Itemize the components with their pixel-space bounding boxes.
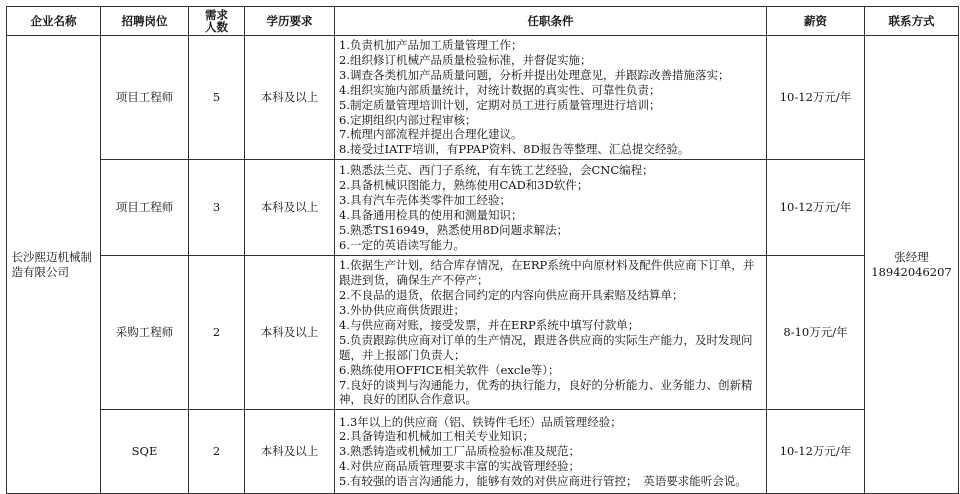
table-row <box>7 256 959 410</box>
requirement-item: 8.接受过IATF培训，有PPAP资料、8D报告等整理、汇总提交经验。 <box>339 142 690 157</box>
requirement-item: 6.一定的英语读写能力。 <box>339 237 465 252</box>
count: 5 <box>189 36 245 160</box>
salary: 10-12万元/年 <box>767 410 865 494</box>
requirement-item: 3.熟悉铸造或机械加工厂品质检验标准及规范； <box>339 444 580 459</box>
table-row <box>7 36 959 160</box>
header-count: 需求人数 <box>189 7 245 36</box>
count: 3 <box>189 160 245 256</box>
requirement-item: 5.负责跟踪供应商对订单的生产情况，跟进各供应商的实际生产能力，及时发现问题，并上报部门负责人； <box>339 332 753 362</box>
position: 采购工程师 <box>101 256 189 410</box>
salary: 8-10万元/年 <box>767 256 865 410</box>
education: 本科及以上 <box>245 256 335 410</box>
requirements <box>335 410 767 494</box>
requirement-item: 4.对供应商品质管理要求丰富的实战管理经验； <box>339 459 580 474</box>
contact-phone: 18942046207 <box>871 264 952 279</box>
requirement-item: 1.3年以上的供应商（铝、铁铸件毛坯）品质管理经验； <box>339 414 622 429</box>
education: 本科及以上 <box>245 160 335 256</box>
requirements <box>335 36 767 160</box>
table-row <box>7 160 959 256</box>
requirement-item: 7.良好的谈判与沟通能力，优秀的执行能力，良好的分析能力、业务能力、创新精神，良好的团队合作意识。 <box>339 377 753 407</box>
header-contact: 联系方式 <box>865 7 959 36</box>
requirement-item: 1.熟悉法兰克、西门子系统，有车铣工艺经验，会CNC编程； <box>339 163 654 178</box>
requirement-item: 3.外协供应商供货跟进； <box>339 302 465 317</box>
header-row <box>7 7 959 36</box>
requirement-item: 5.制定质量管理培训计划，定期对员工进行质量管理进行培训； <box>339 97 661 112</box>
position: SQE <box>101 410 189 494</box>
requirement-item: 5.熟悉TS16949，熟悉使用8D问题求解法； <box>339 222 569 237</box>
header-salary: 薪资 <box>767 7 865 36</box>
header-company: 企业名称 <box>7 7 101 36</box>
header-education: 学历要求 <box>245 7 335 36</box>
requirement-item: 4.组织实施内部质量统计，对统计数据的真实性、可靠性负责； <box>339 82 661 97</box>
requirement-item: 5.有较强的语言沟通能力，能够有效的对供应商进行管控； 英语要求能听会说。 <box>339 474 747 489</box>
header-requirements: 任职条件 <box>335 7 767 36</box>
company-name: 长沙熙迈机械制造有限公司 <box>7 36 101 494</box>
position: 项目工程师 <box>101 160 189 256</box>
requirement-item: 2.组织修订机械产品质量检验标准，并督促实施； <box>339 52 592 67</box>
requirements <box>335 256 767 410</box>
count: 2 <box>189 410 245 494</box>
requirement-item: 6.定期组织内部过程审核； <box>339 112 477 127</box>
requirement-item: 4.具备通用检具的使用和测量知识； <box>339 207 523 222</box>
requirement-item: 3.具有汽车壳体类零件加工经验； <box>339 192 511 207</box>
salary: 10-12万元/年 <box>767 160 865 256</box>
requirement-item: 2.具备铸造和机械加工相关专业知识； <box>339 429 534 444</box>
contact-name: 张经理 <box>894 249 929 264</box>
education: 本科及以上 <box>245 410 335 494</box>
requirement-item: 6.熟练使用OFFICE相关软件（excle等）； <box>339 362 560 377</box>
recruitment-table <box>6 6 959 494</box>
header-position: 招聘岗位 <box>101 7 189 36</box>
requirement-item: 7.梳理内部流程并提出合理化建议。 <box>339 127 523 142</box>
position: 项目工程师 <box>101 36 189 160</box>
education: 本科及以上 <box>245 36 335 160</box>
requirement-item: 1.负责机加产品加工质量管理工作； <box>339 38 523 52</box>
requirement-item: 2.具备机械识图能力，熟练使用CAD和3D软件； <box>339 177 589 192</box>
requirement-item: 1.依据生产计划，结合库存情况，在ERP系统中向原材料及配件供应商下订单，并跟进到货，确保生产不停产； <box>339 258 755 288</box>
contact <box>865 36 959 494</box>
salary: 10-12万元/年 <box>767 36 865 160</box>
requirement-item: 4.与供应商对账，接受发票，并在ERP系统中填写付款单； <box>339 317 640 332</box>
requirement-item: 2.不良品的退货，依据合同约定的内容向供应商开具索赔及结算单； <box>339 288 684 303</box>
count: 2 <box>189 256 245 410</box>
requirement-item: 3.调查各类机加产品质量问题，分析并提出处理意见，并跟踪改善措施落实； <box>339 67 730 82</box>
table-row <box>7 410 959 494</box>
requirements <box>335 160 767 256</box>
